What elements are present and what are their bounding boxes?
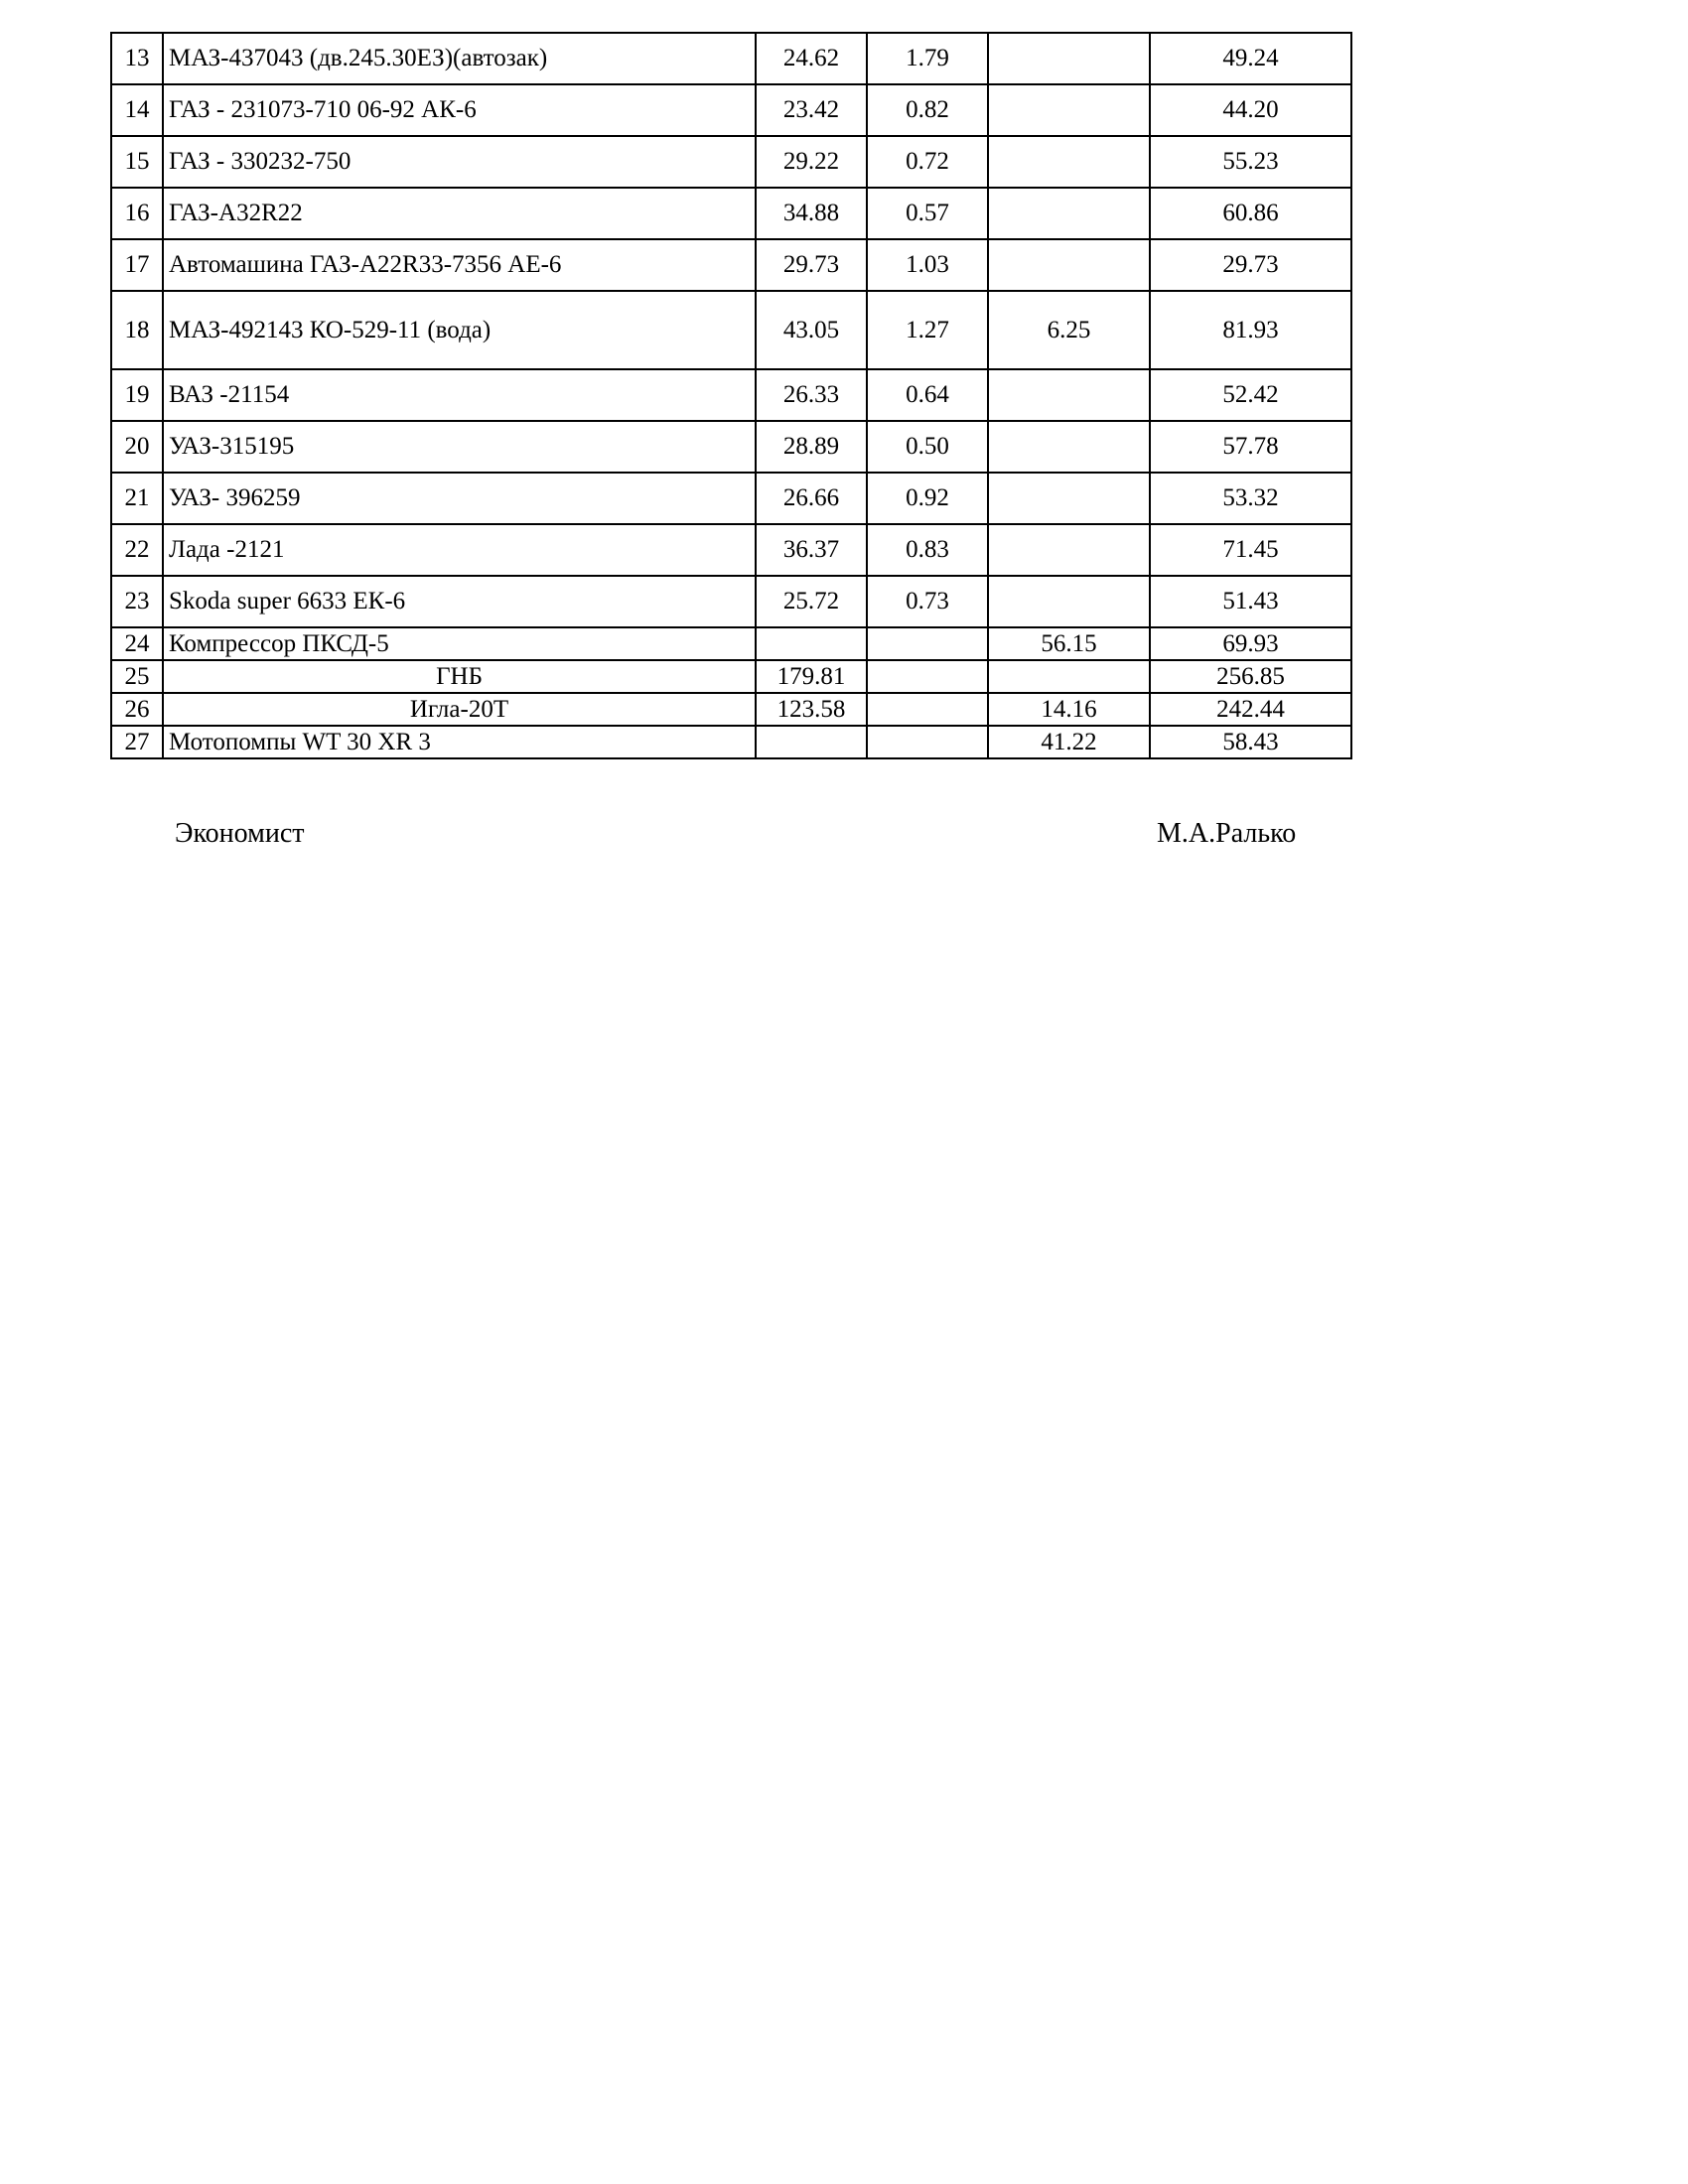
vehicle-name: УАЗ-315195 bbox=[163, 421, 756, 473]
equipment-name: Компрессор ПКСД-5 bbox=[163, 627, 756, 660]
table-row bbox=[111, 369, 1351, 421]
value-col-4: 81.93 bbox=[1150, 291, 1351, 369]
value-col-2: 0.57 bbox=[867, 188, 988, 239]
vehicle-name: ВАЗ -21154 bbox=[163, 369, 756, 421]
value-col-4: 29.73 bbox=[1150, 239, 1351, 291]
value-col-3: 41.22 bbox=[988, 726, 1150, 758]
value-col-1: 26.33 bbox=[756, 369, 867, 421]
signature-name: М.А.Ралько bbox=[1157, 818, 1297, 849]
value-col-2 bbox=[867, 660, 988, 693]
row-number: 16 bbox=[111, 188, 163, 239]
value-col-3 bbox=[988, 660, 1150, 693]
value-col-4: 60.86 bbox=[1150, 188, 1351, 239]
value-col-3 bbox=[988, 33, 1150, 84]
table-row bbox=[111, 693, 1351, 726]
table-row bbox=[111, 726, 1351, 758]
value-col-1: 36.37 bbox=[756, 524, 867, 576]
value-col-4: 69.93 bbox=[1150, 627, 1351, 660]
value-col-2 bbox=[867, 726, 988, 758]
row-number: 24 bbox=[111, 627, 163, 660]
table-row bbox=[111, 33, 1351, 84]
value-col-3: 14.16 bbox=[988, 693, 1150, 726]
row-number: 19 bbox=[111, 369, 163, 421]
value-col-1: 29.22 bbox=[756, 136, 867, 188]
vehicle-name: МАЗ-437043 (дв.245.30ЕЗ)(автозак) bbox=[163, 33, 756, 84]
row-number: 18 bbox=[111, 291, 163, 369]
value-col-1: 179.81 bbox=[756, 660, 867, 693]
value-col-2: 0.73 bbox=[867, 576, 988, 627]
value-col-1 bbox=[756, 627, 867, 660]
table-row bbox=[111, 473, 1351, 524]
value-col-2: 0.72 bbox=[867, 136, 988, 188]
vehicle-cost-table bbox=[110, 32, 1352, 759]
value-col-4: 53.32 bbox=[1150, 473, 1351, 524]
value-col-2 bbox=[867, 627, 988, 660]
value-col-4: 57.78 bbox=[1150, 421, 1351, 473]
value-col-3: 56.15 bbox=[988, 627, 1150, 660]
vehicle-name: ГАЗ - 231073-710 06-92 АК-6 bbox=[163, 84, 756, 136]
vehicle-name: ГАЗ - 330232-750 bbox=[163, 136, 756, 188]
vehicle-name: Лада -2121 bbox=[163, 524, 756, 576]
equipment-name: Мотопомпы WT 30 XR 3 bbox=[163, 726, 756, 758]
value-col-2: 0.82 bbox=[867, 84, 988, 136]
table-row bbox=[111, 660, 1351, 693]
table-row bbox=[111, 136, 1351, 188]
table-row bbox=[111, 576, 1351, 627]
row-number: 15 bbox=[111, 136, 163, 188]
value-col-1: 26.66 bbox=[756, 473, 867, 524]
row-number: 22 bbox=[111, 524, 163, 576]
row-number: 27 bbox=[111, 726, 163, 758]
value-col-4: 58.43 bbox=[1150, 726, 1351, 758]
value-col-4: 49.24 bbox=[1150, 33, 1351, 84]
value-col-1 bbox=[756, 726, 867, 758]
row-number: 17 bbox=[111, 239, 163, 291]
vehicle-name: Skoda super 6633 ЕК-6 bbox=[163, 576, 756, 627]
signature-position: Экономист bbox=[175, 818, 305, 849]
value-col-1: 28.89 bbox=[756, 421, 867, 473]
value-col-1: 29.73 bbox=[756, 239, 867, 291]
value-col-4: 242.44 bbox=[1150, 693, 1351, 726]
row-number: 14 bbox=[111, 84, 163, 136]
value-col-3 bbox=[988, 473, 1150, 524]
table-row bbox=[111, 84, 1351, 136]
vehicle-name: ГАЗ-А32R22 bbox=[163, 188, 756, 239]
value-col-3 bbox=[988, 188, 1150, 239]
row-number: 25 bbox=[111, 660, 163, 693]
value-col-4: 51.43 bbox=[1150, 576, 1351, 627]
row-number: 13 bbox=[111, 33, 163, 84]
table-row bbox=[111, 239, 1351, 291]
row-number: 26 bbox=[111, 693, 163, 726]
value-col-3 bbox=[988, 84, 1150, 136]
value-col-4: 55.23 bbox=[1150, 136, 1351, 188]
row-number: 23 bbox=[111, 576, 163, 627]
row-number: 20 bbox=[111, 421, 163, 473]
value-col-2: 1.03 bbox=[867, 239, 988, 291]
value-col-2: 0.83 bbox=[867, 524, 988, 576]
value-col-2: 0.92 bbox=[867, 473, 988, 524]
vehicle-name: УАЗ- 396259 bbox=[163, 473, 756, 524]
equipment-name: Игла-20Т bbox=[163, 693, 756, 726]
value-col-2: 1.27 bbox=[867, 291, 988, 369]
table-row bbox=[111, 524, 1351, 576]
value-col-3 bbox=[988, 369, 1150, 421]
value-col-3 bbox=[988, 239, 1150, 291]
value-col-1: 23.42 bbox=[756, 84, 867, 136]
value-col-3 bbox=[988, 524, 1150, 576]
table-row bbox=[111, 291, 1351, 369]
value-col-2: 1.79 bbox=[867, 33, 988, 84]
value-col-1: 24.62 bbox=[756, 33, 867, 84]
value-col-1: 123.58 bbox=[756, 693, 867, 726]
table-row bbox=[111, 627, 1351, 660]
value-col-3: 6.25 bbox=[988, 291, 1150, 369]
value-col-4: 44.20 bbox=[1150, 84, 1351, 136]
row-number: 21 bbox=[111, 473, 163, 524]
value-col-4: 256.85 bbox=[1150, 660, 1351, 693]
value-col-2: 0.64 bbox=[867, 369, 988, 421]
value-col-4: 71.45 bbox=[1150, 524, 1351, 576]
value-col-1: 34.88 bbox=[756, 188, 867, 239]
value-col-4: 52.42 bbox=[1150, 369, 1351, 421]
table-row bbox=[111, 421, 1351, 473]
value-col-3 bbox=[988, 421, 1150, 473]
value-col-3 bbox=[988, 136, 1150, 188]
value-col-1: 43.05 bbox=[756, 291, 867, 369]
value-col-1: 25.72 bbox=[756, 576, 867, 627]
value-col-3 bbox=[988, 576, 1150, 627]
vehicle-name: Автомашина ГАЗ-А22R33-7356 АЕ-6 bbox=[163, 239, 756, 291]
vehicle-name: МАЗ-492143 КО-529-11 (вода) bbox=[163, 291, 756, 369]
equipment-name: ГНБ bbox=[163, 660, 756, 693]
table-row bbox=[111, 188, 1351, 239]
value-col-2 bbox=[867, 693, 988, 726]
value-col-2: 0.50 bbox=[867, 421, 988, 473]
